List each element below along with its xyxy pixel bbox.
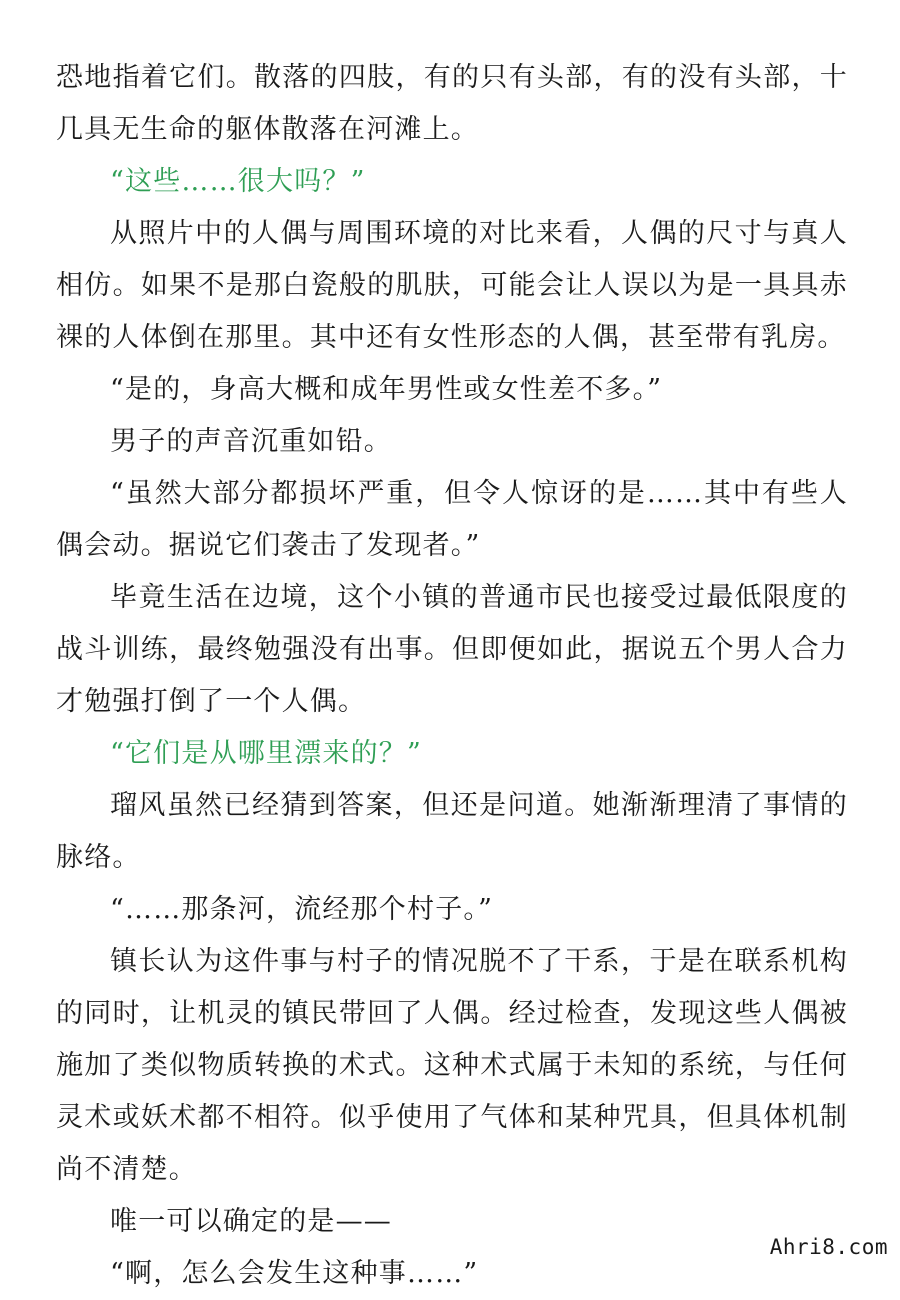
- dialogue-paragraph: “虽然大部分都损坏严重，但令人惊讶的是……其中有些人偶会动。据说它们袭击了发现者。”: [56, 478, 848, 561]
- dialogue-paragraph: “是的，身高大概和成年男性或女性差不多。”: [110, 374, 663, 405]
- paragraph: 恐地指着它们。散落的四肢，有的只有头部，有的没有头部，十几具无生命的躯体散落在河滩上。: [56, 62, 848, 145]
- dialogue-paragraph: “这些……很大吗？”: [110, 166, 366, 197]
- watermark-text: Ahri8.com: [769, 1235, 888, 1259]
- paragraph: 从照片中的人偶与周围环境的对比来看，人偶的尺寸与真人相仿。如果不是那白瓷般的肌肤，可能会让人误以为是一具具赤裸的人体倒在那里。其中还有女性形态的人偶，甚至带有乳房。: [56, 218, 848, 353]
- paragraph: 瑠风虽然已经猜到答案，但还是问道。她渐渐理清了事情的脉络。: [56, 790, 848, 873]
- dialogue-paragraph: “啊，怎么会发生这种事……”: [110, 1258, 479, 1289]
- document-body: [56, 52, 848, 1300]
- paragraph: 毕竟生活在边境，这个小镇的普通市民也接受过最低限度的战斗训练，最终勉强没有出事。但即便如此，据说五个男人合力才勉强打倒了一个人偶。: [56, 582, 848, 717]
- paragraph: 男子的声音沉重如铅。: [110, 426, 392, 457]
- dialogue-paragraph: “它们是从哪里漂来的？”: [110, 738, 423, 769]
- dialogue-paragraph: “……那条河，流经那个村子。”: [110, 894, 494, 925]
- paragraph: 唯一可以确定的是——: [110, 1206, 392, 1237]
- paragraph: 镇长认为这件事与村子的情况脱不了干系，于是在联系机构的同时，让机灵的镇民带回了人偶。经过检查，发现这些人偶被施加了类似物质转换的术式。这种术式属于未知的系统，与任何灵术或妖术都不相符。似乎使用了气体和某种咒具，但具体机制尚不清楚。: [56, 946, 848, 1185]
